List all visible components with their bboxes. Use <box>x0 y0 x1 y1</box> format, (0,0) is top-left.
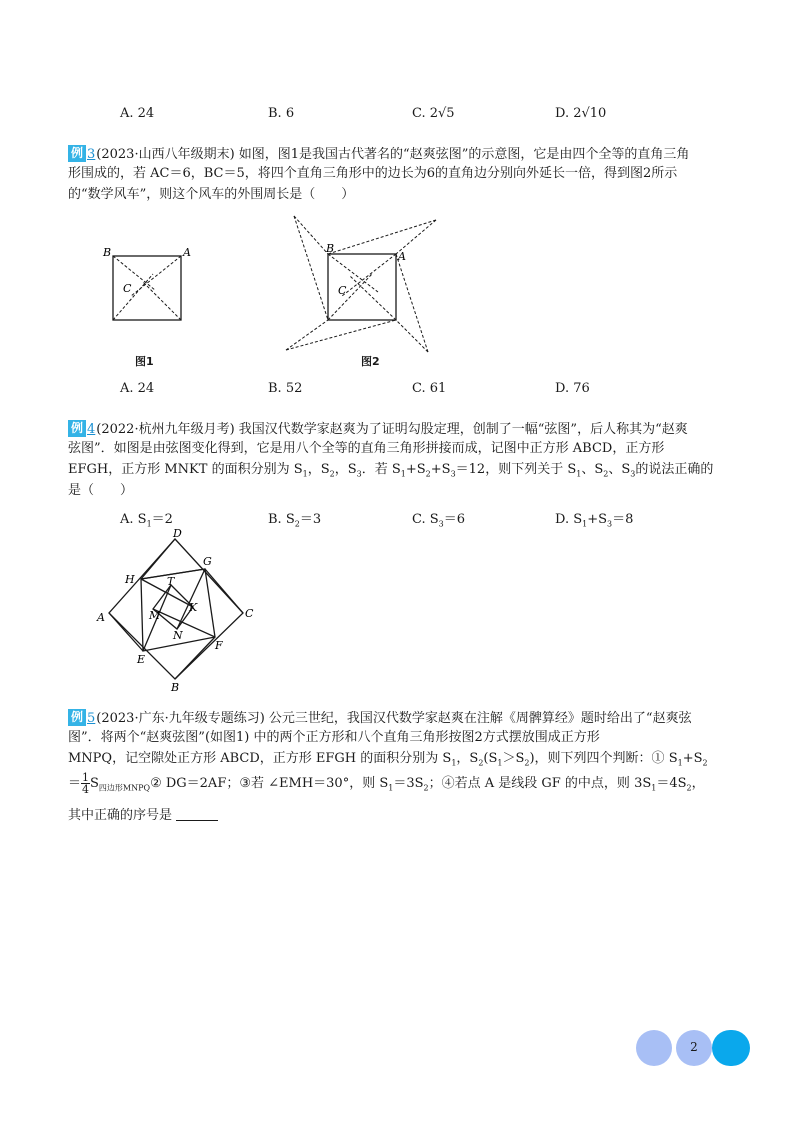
ex4-ca-sub: 1 <box>146 519 152 529</box>
ex5-frac-den: 4 <box>82 783 90 796</box>
ex5-sub: 2 <box>702 758 708 768</box>
ex4-label-c: C <box>245 607 254 620</box>
ex5-line5 <box>68 808 758 824</box>
page-badge-circle-left <box>636 1030 672 1066</box>
ex4-label-k: K <box>189 601 198 614</box>
page-badge-circle-right <box>712 1030 750 1066</box>
ex5-frac-num: 1 <box>82 771 90 784</box>
ex5-fraction <box>81 772 90 795</box>
ex3-choice-c: C. 61 <box>412 381 447 396</box>
ex5-t4b: ② DG＝2AF；③若 ∠EMH＝30°，则 S <box>150 776 389 791</box>
q2-choice-c: C. 2√5 <box>412 106 455 121</box>
ex3-line1 <box>68 145 758 163</box>
ex5-t3e: )，则下列四个判断：① S <box>529 751 678 766</box>
ex4-label-b: B <box>171 681 180 694</box>
fig2-label-b: B <box>326 242 335 255</box>
fig1-label-a: A <box>183 246 191 259</box>
ex5-line1 <box>68 709 758 727</box>
fig1-label-b: B <box>103 246 112 259</box>
ex4-t3j: 的说法正确的 <box>635 462 714 477</box>
ex4-t3d: ．若 S <box>361 462 401 477</box>
ex4-cd: D. S <box>555 512 583 527</box>
ex3-choices <box>120 381 760 401</box>
ex5-sub: 2 <box>478 758 484 768</box>
ex4-t3b: ，S <box>307 462 330 477</box>
ex5-sub: 1 <box>677 758 683 768</box>
ex5-t4a: S <box>90 776 99 791</box>
ex5-sub: 2 <box>423 783 429 793</box>
ex4-cd-mid: +S <box>587 512 608 527</box>
ex5-number: 5 <box>87 711 96 726</box>
ex5-t3f: +S <box>682 751 703 766</box>
ex4-label-m: M <box>149 609 161 622</box>
ex3-choice-d: D. 76 <box>555 381 590 396</box>
ex4-text1: (2022·杭州九年级月考) 我国汉代数学家赵爽为了证明勾股定理，创制了一幅“弦图”，后人称其为“赵爽 <box>96 422 688 437</box>
ex4-choice-c <box>412 508 465 529</box>
ex4-cd-sub1: 1 <box>582 519 588 529</box>
ex5-sub: 2 <box>686 783 692 793</box>
fig2-caption: 图2 <box>361 355 380 368</box>
ex4-t3i: 、S <box>608 462 631 477</box>
ex4-sub: 1 <box>302 469 308 479</box>
ex4-sub: 2 <box>329 469 335 479</box>
ex4-choice-b <box>268 508 321 529</box>
ex4-sub: 1 <box>400 469 406 479</box>
ex4-number: 4 <box>87 422 96 437</box>
answer-blank[interactable] <box>176 808 218 821</box>
ex5-t4sub: 四边形MNPQ <box>98 783 151 793</box>
ex4-sub: 2 <box>603 469 609 479</box>
ex5-sub: 1 <box>451 758 457 768</box>
q2-choice-b: B. 6 <box>268 106 295 121</box>
ex4-label-f: F <box>215 639 223 652</box>
ex5-sub: 1 <box>651 783 657 793</box>
fig2-label-a: A <box>398 250 406 263</box>
ex4-sub: 3 <box>450 469 456 479</box>
ex3-badge: 例 <box>68 145 86 162</box>
ex4-choices <box>120 508 760 528</box>
ex4-t3c: ，S <box>334 462 357 477</box>
ex4-label-a: A <box>97 611 105 624</box>
ex3-line3: 的“数学风车”，则这个风车的外围周长是（ ） <box>68 187 355 202</box>
ex5-text1: (2023·广东·九年级专题练习) 公元三世纪，我国汉代数学家赵爽在注解《周髀算经》题时给出了“赵爽弦 <box>96 711 692 726</box>
ex4-ca: A. S <box>120 512 147 527</box>
ex5-t3b: ，S <box>456 751 479 766</box>
ex4-badge: 例 <box>68 420 86 437</box>
ex4-figure <box>93 527 263 695</box>
ex5-t3c: (S <box>483 751 498 766</box>
ex5-t4f: ， <box>691 776 705 791</box>
ex4-t3f: +S <box>430 462 451 477</box>
ex4-label-h: H <box>125 573 135 586</box>
ex5-sub: 1 <box>497 758 503 768</box>
ex5-line4 <box>68 772 758 798</box>
ex4-cd-val: ＝8 <box>612 512 634 527</box>
ex4-choice-a <box>120 508 173 529</box>
ex5-t5: 其中正确的序号是 <box>68 808 173 823</box>
fig2-label-c: C <box>338 284 347 297</box>
fig1-caption: 图1 <box>135 355 154 368</box>
ex4-choice-d <box>555 508 633 529</box>
ex5-t4c: ＝3S <box>393 776 424 791</box>
ex4-t3h: 、S <box>581 462 604 477</box>
page-number: 2 <box>690 1040 698 1054</box>
ex4-sub: 3 <box>630 469 636 479</box>
ex4-line3 <box>68 462 758 483</box>
ex3-number: 3 <box>87 147 96 162</box>
ex5-badge: 例 <box>68 709 86 726</box>
ex4-label-g: G <box>203 555 212 568</box>
ex5-t3a: MNPQ，记空隙处正方形 ABCD，正方形 EFGH 的面积分别为 S <box>68 751 452 766</box>
ex3-line2: 形围成的，若 AC＝6，BC＝5，将四个直角三角形中的边长为6的直角边分别向外延长一倍，得到图2所示 <box>68 166 678 181</box>
ex3-text1: (2023·山西八年级期末) 如图，图1是我国古代著名的“赵爽弦图”的示意图，它是由四个全等的直角三角 <box>96 147 690 162</box>
ex4-cb-val: ＝3 <box>299 512 322 527</box>
q2-choices <box>120 106 760 126</box>
ex4-t3e: +S <box>405 462 426 477</box>
ex4-sub: 2 <box>425 469 431 479</box>
ex5-t4d: ；④若点 A 是线段 GF 的中点，则 3S <box>428 776 652 791</box>
ex4-cd-sub2: 3 <box>607 519 613 529</box>
ex4-cc-val: ＝6 <box>443 512 466 527</box>
ex4-label-e: E <box>137 653 146 666</box>
ex3-choice-a: A. 24 <box>120 381 155 396</box>
ex5-eq: ＝ <box>68 776 82 791</box>
ex4-t3g: ＝12，则下列关于 S <box>455 462 577 477</box>
ex4-label-n: N <box>173 629 183 642</box>
ex4-cb: B. S <box>268 512 295 527</box>
ex3-figure-1 <box>95 238 195 330</box>
ex4-line1 <box>68 420 758 438</box>
ex5-t4e: ＝4S <box>656 776 687 791</box>
ex4-cc-sub: 3 <box>438 519 444 529</box>
ex4-label-d: D <box>173 527 182 540</box>
ex4-t3a: EFGH，正方形 MNKT 的面积分别为 S <box>68 462 303 477</box>
ex4-sub: 1 <box>576 469 582 479</box>
ex4-line2: 弦图”．如图是由弦图变化得到，它是用八个全等的直角三角形拼接而成，记图中正方形 ABCD，正方形 <box>68 441 665 456</box>
ex4-cb-sub: 2 <box>294 519 300 529</box>
ex3-choice-b: B. 52 <box>268 381 303 396</box>
ex5-t3d: ＞S <box>502 751 525 766</box>
ex5-sub: 2 <box>524 758 530 768</box>
fig1-label-c: C <box>123 282 132 295</box>
ex4-sub: 3 <box>356 469 362 479</box>
ex4-label-t: T <box>167 575 175 588</box>
ex4-ca-val: ＝2 <box>151 512 173 527</box>
ex3-figure-2 <box>280 210 440 356</box>
page-number-badge <box>636 1028 756 1068</box>
ex4-cc: C. S <box>412 512 439 527</box>
ex5-line2: 图”．将两个“赵爽弦图”(如图1) 中的两个正方形和八个直角三角形按图2方式摆放围成正方形 <box>68 730 600 745</box>
ex5-sub: 1 <box>388 783 394 793</box>
ex5-line3 <box>68 751 758 772</box>
q2-choice-d: D. 2√10 <box>555 106 607 121</box>
ex4-line4: 是（ ） <box>68 483 134 498</box>
q2-choice-a: A. 24 <box>120 106 155 121</box>
